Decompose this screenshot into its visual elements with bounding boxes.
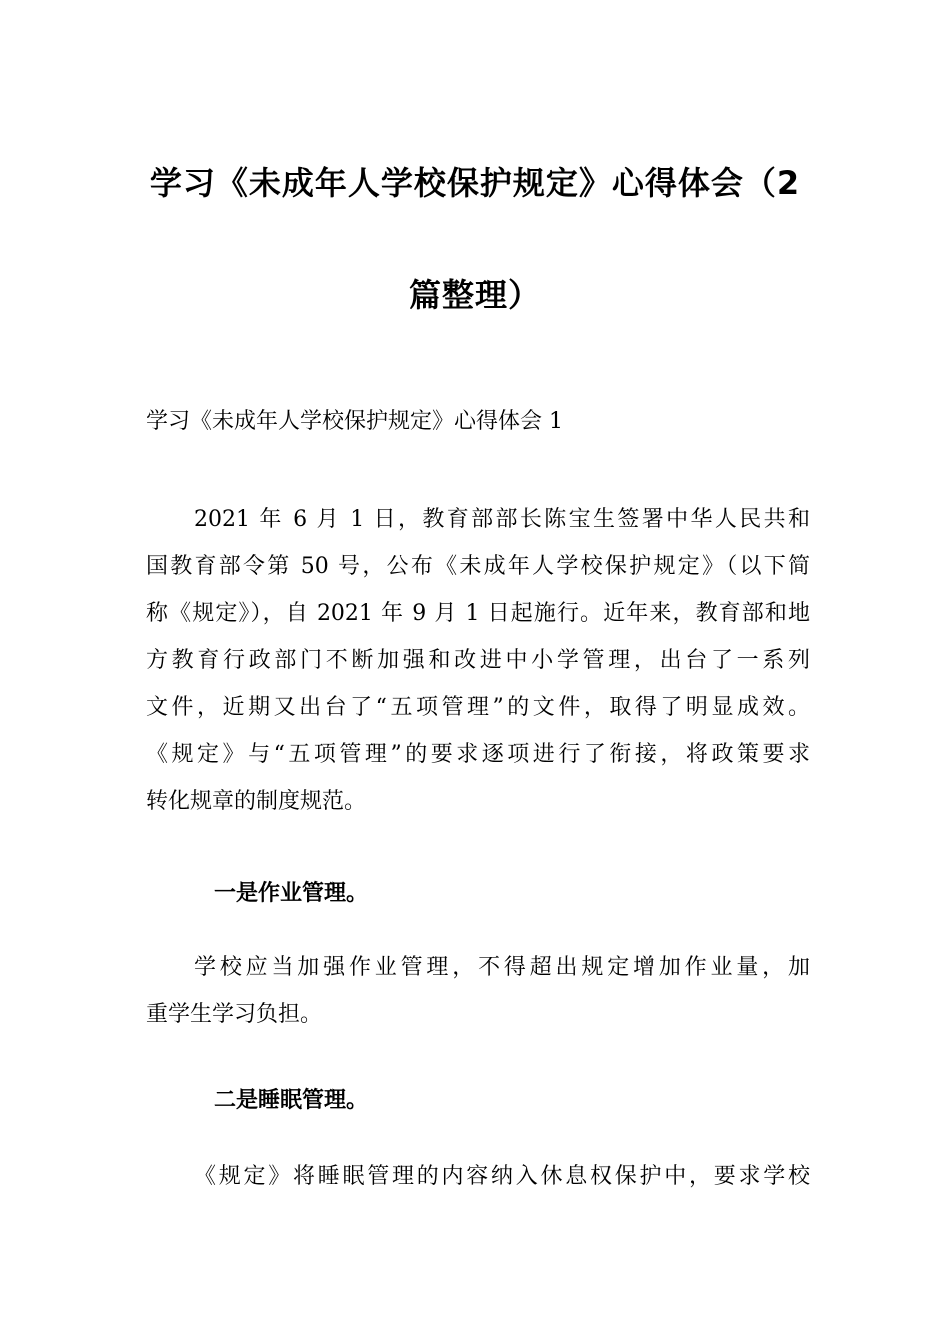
paragraph-line: 称《规定》），自 2021 年 9 月 1 日起施行。近年来，教育部和地 xyxy=(146,601,810,626)
paragraph-sleep xyxy=(146,1153,810,1200)
paragraph-line: 转化规章的制度规范。 xyxy=(146,789,367,814)
paragraph-homework xyxy=(146,944,810,1038)
paragraph-line: 《规定》将睡眠管理的内容纳入休息权保护中，要求学校 xyxy=(194,1164,810,1189)
paragraph-line: 文件，近期又出台了“五项管理”的文件，取得了明显成效。 xyxy=(146,695,810,720)
paragraph-line: 2021 年 6 月 1 日，教育部部长陈宝生签署中华人民共和 xyxy=(194,507,810,532)
section-subtitle: 学习《未成年人学校保护规定》心得体会 1 xyxy=(146,409,563,434)
heading-sleep-management: 二是睡眠管理。 xyxy=(214,1088,369,1113)
paragraph-line: 国教育部令第 50 号，公布《未成年人学校保护规定》（以下简 xyxy=(146,554,810,579)
paragraph-line: 方教育行政部门不断加强和改进中小学管理，出台了一系列 xyxy=(146,648,810,673)
heading-homework-management: 一是作业管理。 xyxy=(214,881,369,906)
paragraph-intro xyxy=(146,496,810,825)
paragraph-line: 学校应当加强作业管理，不得超出规定增加作业量，加 xyxy=(194,955,810,980)
paragraph-line: 《规定》与“五项管理”的要求逐项进行了衔接，将政策要求 xyxy=(146,742,810,767)
document-title-line-2: 篇整理） xyxy=(408,276,541,314)
document-title-line-1: 学习《未成年人学校保护规定》心得体会（2 xyxy=(149,164,801,202)
paragraph-line: 重学生学习负担。 xyxy=(146,1002,323,1027)
